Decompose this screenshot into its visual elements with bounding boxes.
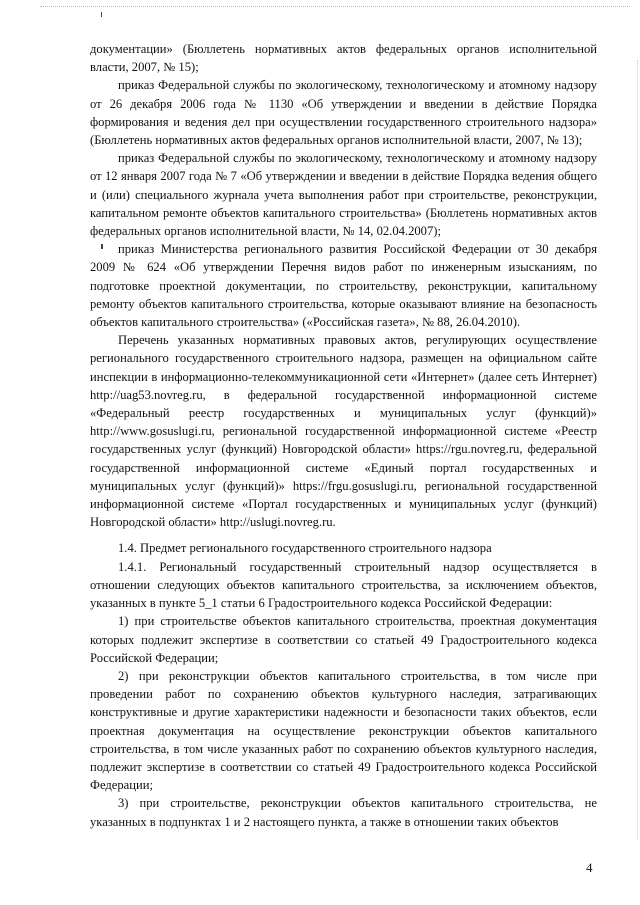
section-heading: 1.4. Предмет регионального государственного строительного надзора	[118, 541, 492, 556]
paragraph: приказ Министерства регионального развития Российской Федерации от 30 декабря 2009 № 624 «Об утверждении Перечня видов работ по инженерным изысканиям, по подготовке проектной документации, по строительству, реконструкции, капитальному ремонту объектов капитального строительства, которые оказывают влияние на безопасность объектов капитального строительства» («Российская газета», № 88, 26.04.2010).	[90, 242, 597, 330]
page-number: 4	[586, 860, 593, 875]
paragraph: приказ Федеральной службы по экологическому, технологическому и атомному надзору от 26 декабря 2006 года № 1130 «Об утверждении и введении в действие Порядка формирования и ведения дел при осуществлении государственного строительного надзора» (Бюллетень нормативных актов федеральных органов исполнительной власти, 2007, № 13);	[90, 78, 597, 148]
paragraph: документации» (Бюллетень нормативных актов федеральных органов исполнительной власти, 2007, № 15);	[90, 42, 597, 75]
paragraph: 1) при строительстве объектов капитального строительства, проектная документация которых подлежит экспертизе в соответствии со статьей 49 Градостроительного кодекса Российской Федерации;	[90, 614, 597, 665]
paragraph: 1.4.1. Региональный государственный строительный надзор осуществляется в отношении следующих объектов капитального строительства, за исключением объектов, указанных в пункте 5_1 статьи 6 Градостроительного кодекса Российской Федерации:	[90, 559, 597, 611]
body-text	[90, 40, 597, 831]
paragraph: приказ Федеральной службы по экологическому, технологическому и атомному надзору от 12 января 2007 года № 7 «Об утверждении и введении в действие Порядка ведения общего и (или) специального журнала учета выполнения работ при строительстве, реконструкции, капитальном ремонте объектов капитального строительства» (Бюллетень нормативных актов федеральных органов исполнительной власти, № 14, 02.04.2007);	[90, 151, 597, 239]
scan-top-border	[40, 6, 630, 7]
scan-right-edge	[637, 60, 638, 840]
paragraph: 3) при строительстве, реконструкции объектов капитального строительства, не указанных в подпунктах 1 и 2 настоящего пункта, а также в отношении таких объектов	[90, 796, 597, 829]
scan-mark	[101, 12, 102, 17]
paragraph: 2) при реконструкции объектов капитального строительства, в том числе при проведении работ по сохранению объектов культурного наследия, затрагивающих конструктивные и другие характеристики надежности и безопасности таких объектов, если проектная документация на осуществление реконструкции объектов капитального строительства, в том числе указанных работ по сохранению объектов культурного наследия, подлежит экспертизе в соответствии со статьей 49 Градостроительного кодекса Российской Федерации;	[90, 668, 597, 793]
paragraph: Перечень указанных нормативных правовых актов, регулирующих осуществление регионального государственного строительного надзора, размещен на официальном сайте инспекции в информационно-телекоммуникационной сети «Интернет» (далее сеть Интернет) http://uag53.novreg.ru, в федеральной государственной информационной системе «Федеральный реестр государственных и муниципальных услуг (функций)» http://www.gosuslugi.ru, региональной государственной информационной системе «Реестр государственных услуг (функций) Новгородской области» https://rgu.novreg.ru, федеральной государственной информационной системе «Единый портал государственных и муниципальных услуг (функций)» https://frgu.gosuslugi.ru, региональной государственной информационной системе «Портал государственных и муниципальных услуг (функций) Новгородской области» http://uslugi.novreg.ru.	[90, 333, 597, 530]
